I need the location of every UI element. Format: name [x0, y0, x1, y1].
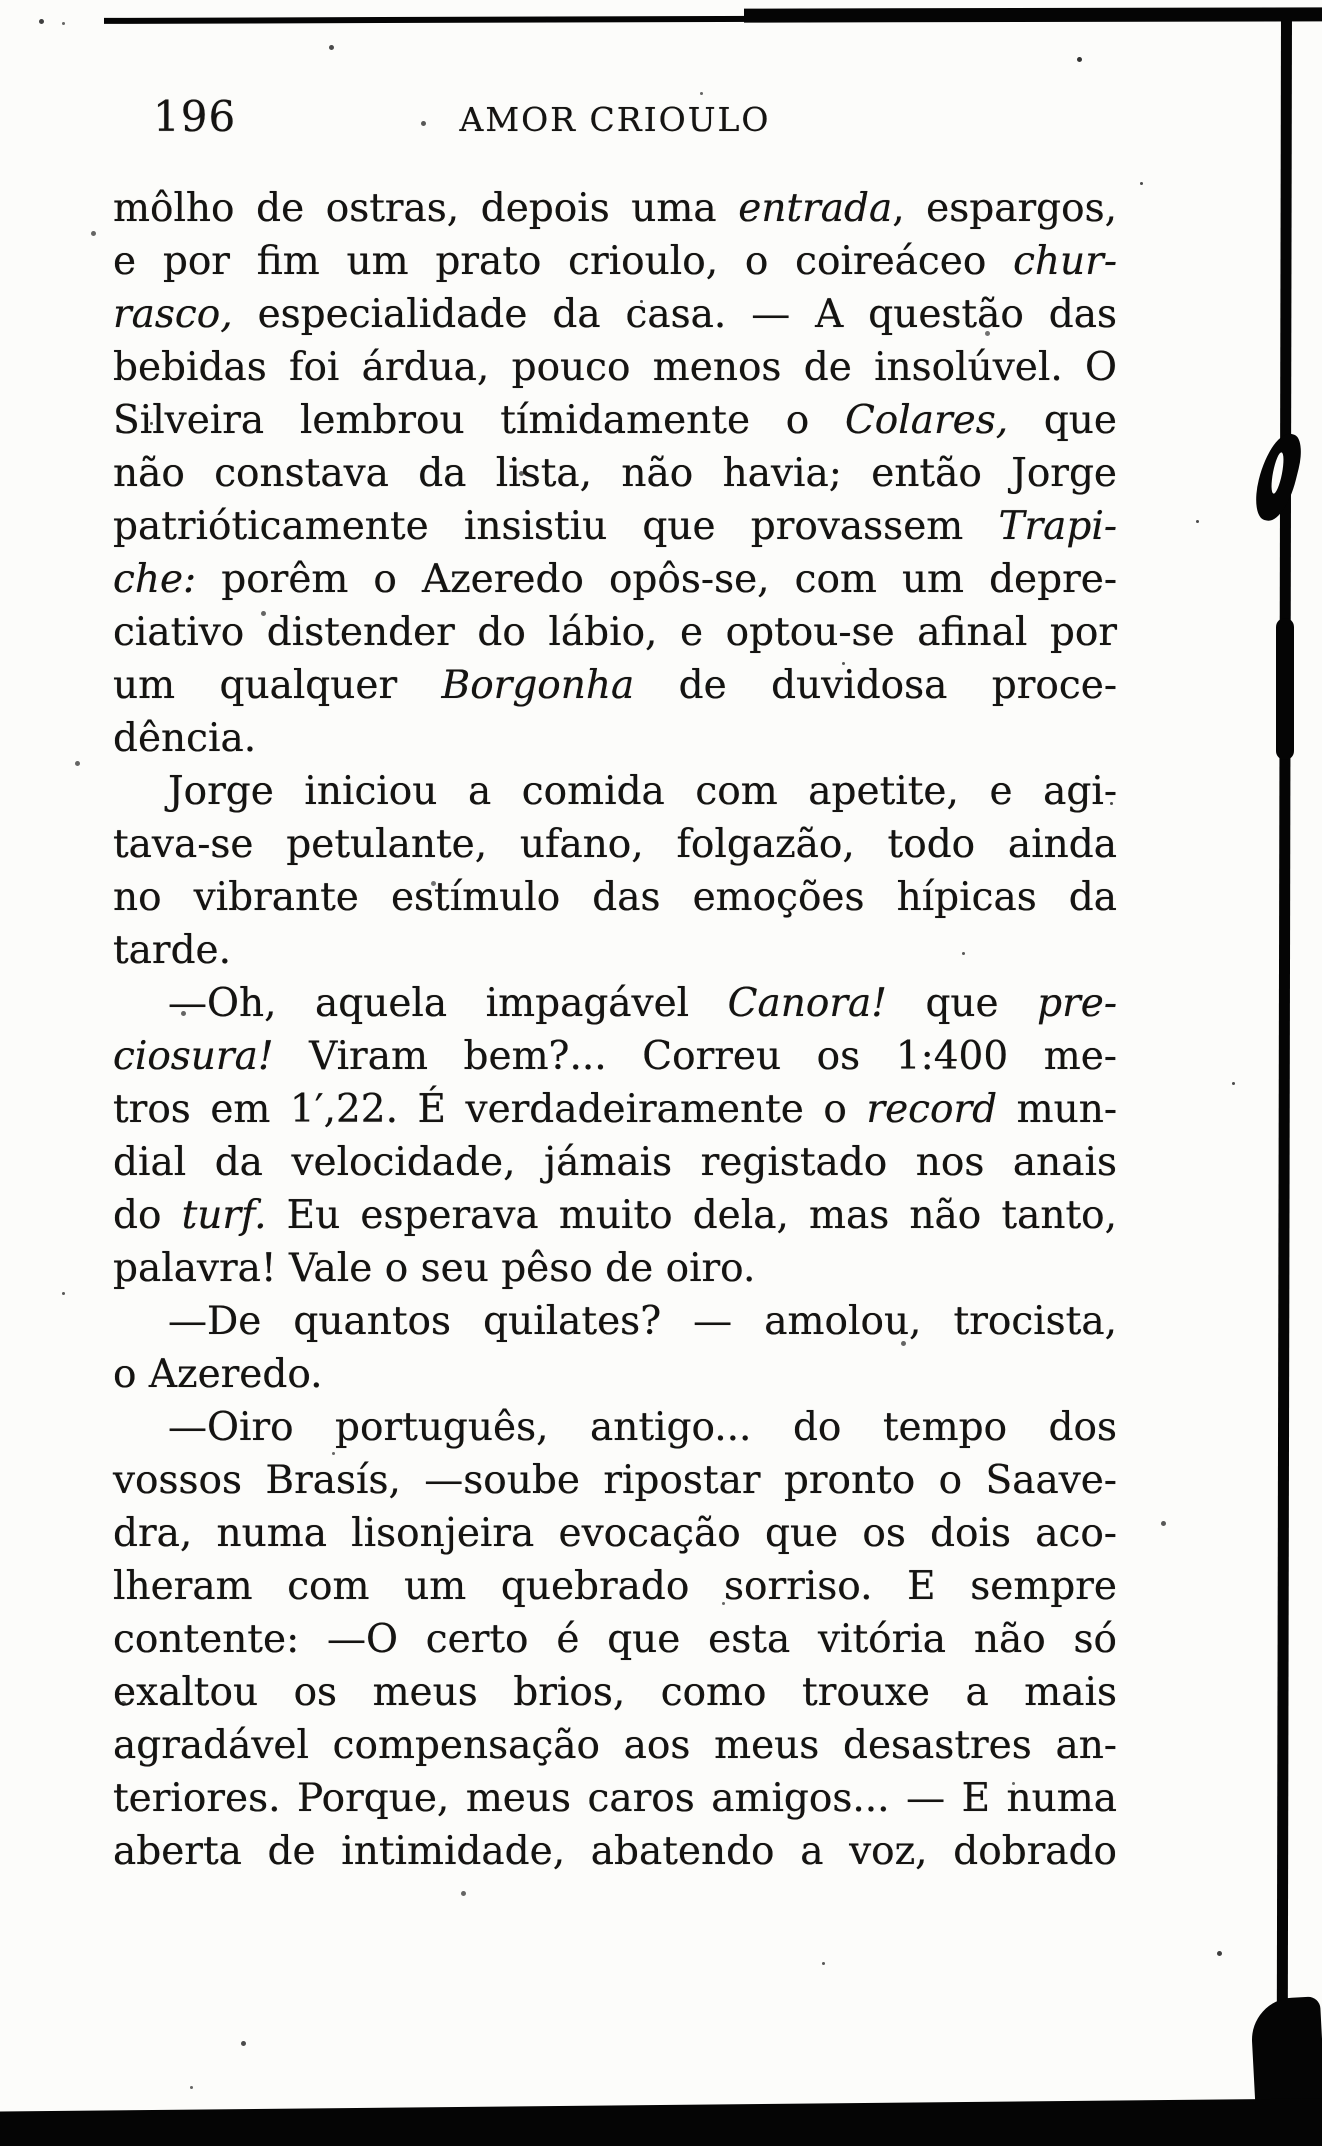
text-line	[113, 235, 1117, 288]
text-segment: ciativo distender do lábio, e optou-se afinal por	[113, 610, 1117, 655]
text-line	[113, 394, 1117, 447]
text-segment: —De quantos quilates? — amolou, trocista,	[168, 1299, 1117, 1344]
text-segment: no vibrante estímulo das emoções hípicas da	[113, 875, 1117, 920]
running-title: AMOR CRIOULO	[459, 100, 771, 139]
text-segment: tros em 1′,22. É verdadeiramente o	[113, 1087, 867, 1132]
text-line	[113, 553, 1117, 606]
text-segment: palavra! Vale o seu pêso de oiro.	[113, 1246, 756, 1291]
text-line	[113, 1083, 1117, 1136]
text-line	[113, 1242, 1117, 1295]
text-line	[113, 606, 1117, 659]
text-line	[113, 182, 1117, 235]
scan-edge-top-thick-line	[744, 7, 1322, 22]
text-segment: , espargos,	[892, 186, 1117, 231]
scan-blob-right-middle	[1276, 618, 1294, 760]
text-segment: de duvidosa proce-	[634, 663, 1117, 708]
text-segment: Silveira lembrou tímidamente o	[113, 398, 845, 443]
text-segment: dial da velocidade, jámais registado nos anais	[113, 1140, 1117, 1185]
text-segment: Jorge iniciou a comida com apetite, e agi-	[168, 769, 1117, 814]
text-segment: môlho de ostras, depois uma	[113, 186, 739, 231]
text-segment: lheram com um quebrado sorriso. E sempre	[113, 1564, 1117, 1609]
text-segment: mun-	[997, 1087, 1118, 1132]
scan-edge-bottom-band	[0, 2098, 1322, 2146]
text-block	[113, 182, 1117, 1878]
text-segment: exaltou os meus brios, como trouxe a mais	[113, 1670, 1117, 1715]
text-line	[113, 500, 1117, 553]
text-line	[113, 712, 1117, 765]
italic-text-segment: Colares,	[844, 398, 1009, 443]
text-line	[113, 1348, 1117, 1401]
text-line	[113, 341, 1117, 394]
text-segment: do	[113, 1193, 182, 1238]
text-line	[113, 1613, 1117, 1666]
italic-text-segment: Canora!	[727, 981, 887, 1026]
italic-text-segment: turf.	[181, 1193, 267, 1238]
text-line	[113, 1507, 1117, 1560]
text-line	[113, 1295, 1117, 1348]
text-line	[113, 1772, 1117, 1825]
text-segment: e por fim um prato crioulo, o coireáceo	[113, 239, 1014, 284]
page-number: 196	[153, 92, 237, 141]
text-segment: dra, numa lisonjeira evocação que os dois aco-	[113, 1511, 1117, 1556]
text-segment: Viram bem?... Correu os 1:400 me-	[273, 1034, 1117, 1079]
text-line	[113, 1401, 1117, 1454]
italic-text-segment: ciosura!	[113, 1034, 274, 1079]
text-segment: que	[886, 981, 1038, 1026]
italic-text-segment: record	[866, 1087, 998, 1132]
text-line	[113, 1825, 1117, 1878]
text-line	[113, 977, 1117, 1030]
text-line	[113, 1666, 1117, 1719]
text-line	[113, 1030, 1117, 1083]
scan-edge-right-line	[1277, 14, 1292, 2146]
text-line	[113, 765, 1117, 818]
text-line	[113, 1189, 1117, 1242]
text-line	[113, 1719, 1117, 1772]
text-segment: Eu esperava muito dela, mas não tanto,	[266, 1193, 1118, 1238]
text-segment: dência.	[113, 716, 257, 761]
text-line	[113, 1136, 1117, 1189]
text-line	[113, 288, 1117, 341]
text-segment: —Oh, aquela impagável	[168, 981, 728, 1026]
text-line	[113, 1454, 1117, 1507]
italic-text-segment: pre-	[1037, 981, 1117, 1026]
text-segment: porêm o Azeredo opôs-se, com um depre-	[196, 557, 1117, 602]
italic-text-segment: rasco,	[113, 292, 233, 337]
text-segment: agradável compensação aos meus desastres an-	[113, 1723, 1117, 1768]
text-segment: especialidade da casa. — A questão das	[232, 292, 1117, 337]
text-segment: bebidas foi árdua, pouco menos de insolúvel. O	[113, 345, 1117, 390]
text-segment: o Azeredo.	[113, 1352, 323, 1397]
italic-text-segment: Trapi-	[998, 504, 1117, 549]
text-segment: tava-se petulante, ufano, folgazão, todo ainda	[113, 822, 1117, 867]
text-line	[113, 447, 1117, 500]
text-line	[113, 659, 1117, 712]
text-segment: que	[1008, 398, 1118, 443]
italic-text-segment: chur-	[1013, 239, 1117, 284]
text-segment: aberta de intimidade, abatendo a voz, dobrado	[113, 1829, 1117, 1874]
text-line	[113, 871, 1117, 924]
text-segment: —Oiro português, antigo... do tempo dos	[168, 1405, 1117, 1450]
text-line	[113, 1560, 1117, 1613]
italic-text-segment: Borgonha	[441, 663, 635, 708]
scan-noise-speckles	[0, 0, 3, 3]
text-segment: não constava da lista, não havia; então Jorge	[113, 451, 1117, 496]
text-line	[113, 818, 1117, 871]
text-segment: teriores. Porque, meus caros amigos... — E numa	[113, 1776, 1117, 1821]
text-segment: contente: —O certo é que esta vitória não só	[113, 1617, 1117, 1662]
italic-text-segment: entrada	[738, 186, 893, 231]
italic-text-segment: che:	[113, 557, 197, 602]
text-segment: tarde.	[113, 928, 232, 973]
text-segment: vossos Brasís, —soube ripostar pronto o Saave-	[113, 1458, 1117, 1503]
page-header	[113, 94, 1117, 150]
text-line	[113, 924, 1117, 977]
text-segment: patrióticamente insistiu que provassem	[113, 504, 999, 549]
text-segment: um qualquer	[113, 663, 442, 708]
